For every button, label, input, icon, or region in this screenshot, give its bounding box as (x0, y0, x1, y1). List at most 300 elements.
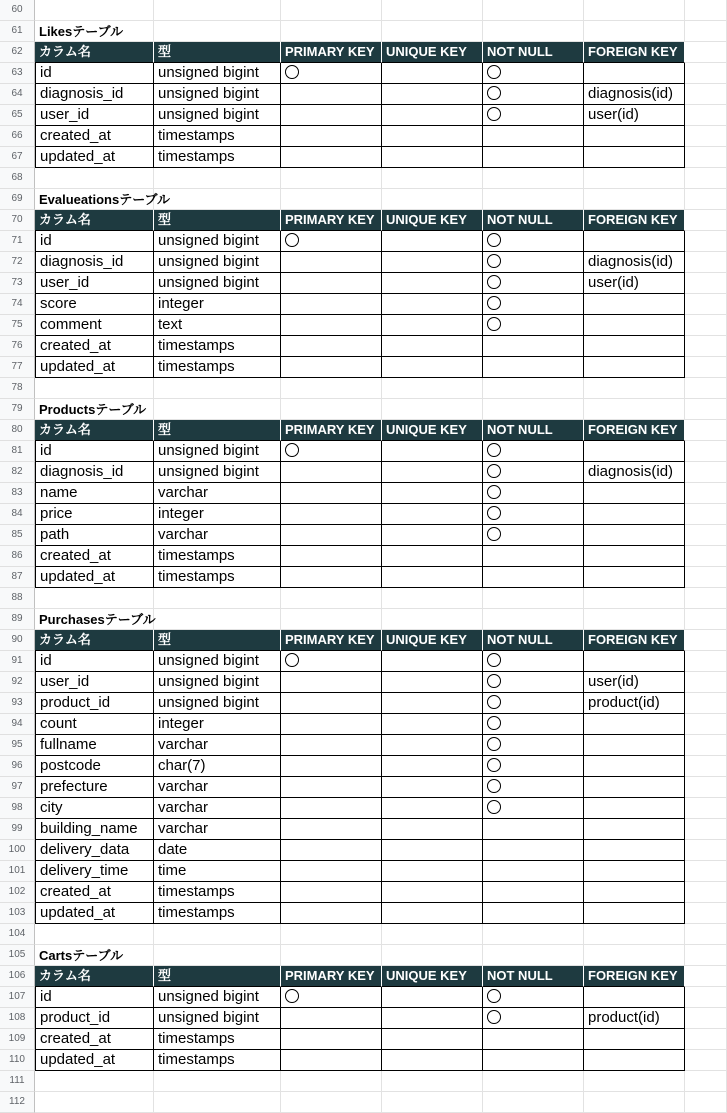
cell-foreign-key[interactable] (584, 609, 685, 630)
cell-unique-key[interactable] (382, 735, 483, 756)
cell-extra[interactable] (685, 1008, 727, 1029)
cell-column-type[interactable]: timestamps (154, 147, 281, 168)
cell-not-null[interactable] (483, 336, 584, 357)
cell-column-name[interactable]: prefecture (35, 777, 154, 798)
cell-primary-key[interactable] (281, 819, 382, 840)
cell-foreign-key[interactable] (584, 756, 685, 777)
cell-column-name[interactable]: diagnosis_id (35, 84, 154, 105)
cell-column-name[interactable]: id (35, 63, 154, 84)
cell-foreign-key[interactable] (584, 987, 685, 1008)
cell-extra[interactable] (685, 609, 727, 630)
cell-extra[interactable] (685, 588, 727, 609)
cell-column-name[interactable]: カラム名 (35, 630, 154, 651)
cell-unique-key[interactable] (382, 903, 483, 924)
cell-column-type[interactable] (154, 1071, 281, 1092)
cell-column-name[interactable]: building_name (35, 819, 154, 840)
cell-column-type[interactable]: unsigned bigint (154, 672, 281, 693)
cell-column-type[interactable]: integer (154, 294, 281, 315)
cell-column-name[interactable] (35, 1071, 154, 1092)
row-number[interactable]: 63 (0, 63, 35, 84)
row-number[interactable]: 76 (0, 336, 35, 357)
cell-foreign-key[interactable]: user(id) (584, 105, 685, 126)
cell-extra[interactable] (685, 420, 727, 441)
cell-not-null[interactable] (483, 21, 584, 42)
cell-extra[interactable] (685, 693, 727, 714)
cell-primary-key[interactable] (281, 315, 382, 336)
cell-unique-key[interactable] (382, 504, 483, 525)
cell-primary-key[interactable] (281, 693, 382, 714)
cell-column-type[interactable]: varchar (154, 819, 281, 840)
cell-unique-key[interactable] (382, 546, 483, 567)
cell-primary-key[interactable] (281, 84, 382, 105)
cell-extra[interactable] (685, 966, 727, 987)
row-number[interactable]: 93 (0, 693, 35, 714)
row-number[interactable]: 61 (0, 21, 35, 42)
cell-not-null[interactable] (483, 462, 584, 483)
cell-extra[interactable] (685, 546, 727, 567)
cell-column-name[interactable]: city (35, 798, 154, 819)
cell-extra[interactable] (685, 42, 727, 63)
row-number[interactable]: 107 (0, 987, 35, 1008)
row-number[interactable]: 80 (0, 420, 35, 441)
cell-column-type[interactable]: date (154, 840, 281, 861)
cell-column-type[interactable]: 型 (154, 420, 281, 441)
cell-foreign-key[interactable] (584, 651, 685, 672)
cell-extra[interactable] (685, 336, 727, 357)
cell-primary-key[interactable] (281, 126, 382, 147)
cell-not-null[interactable] (483, 987, 584, 1008)
cell-unique-key[interactable] (382, 273, 483, 294)
cell-extra[interactable] (685, 252, 727, 273)
row-number[interactable]: 96 (0, 756, 35, 777)
cell-foreign-key[interactable]: FOREIGN KEY (584, 42, 685, 63)
cell-extra[interactable] (685, 1029, 727, 1050)
cell-column-name[interactable]: updated_at (35, 357, 154, 378)
cell-foreign-key[interactable]: diagnosis(id) (584, 462, 685, 483)
cell-column-name[interactable]: created_at (35, 1029, 154, 1050)
cell-column-name[interactable]: updated_at (35, 903, 154, 924)
cell-not-null[interactable] (483, 609, 584, 630)
cell-foreign-key[interactable] (584, 294, 685, 315)
cell-column-name[interactable]: user_id (35, 105, 154, 126)
cell-primary-key[interactable]: PRIMARY KEY (281, 210, 382, 231)
row-number[interactable]: 110 (0, 1050, 35, 1071)
row-number[interactable]: 79 (0, 399, 35, 420)
cell-column-type[interactable]: varchar (154, 525, 281, 546)
cell-primary-key[interactable] (281, 21, 382, 42)
cell-extra[interactable] (685, 399, 727, 420)
row-number[interactable]: 90 (0, 630, 35, 651)
cell-not-null[interactable] (483, 735, 584, 756)
cell-primary-key[interactable] (281, 231, 382, 252)
cell-primary-key[interactable] (281, 735, 382, 756)
cell-column-name[interactable]: postcode (35, 756, 154, 777)
cell-primary-key[interactable] (281, 168, 382, 189)
cell-column-name[interactable] (35, 168, 154, 189)
cell-column-type[interactable] (154, 945, 281, 966)
row-number[interactable]: 99 (0, 819, 35, 840)
cell-not-null[interactable] (483, 798, 584, 819)
row-number[interactable]: 98 (0, 798, 35, 819)
cell-extra[interactable] (685, 819, 727, 840)
row-number[interactable]: 69 (0, 189, 35, 210)
cell-primary-key[interactable] (281, 924, 382, 945)
cell-primary-key[interactable] (281, 189, 382, 210)
row-number[interactable]: 73 (0, 273, 35, 294)
cell-primary-key[interactable] (281, 1092, 382, 1113)
cell-column-name[interactable]: Purchasesテーブル (35, 609, 154, 630)
cell-primary-key[interactable]: PRIMARY KEY (281, 42, 382, 63)
cell-unique-key[interactable] (382, 441, 483, 462)
row-number[interactable]: 77 (0, 357, 35, 378)
cell-foreign-key[interactable] (584, 336, 685, 357)
cell-unique-key[interactable] (382, 588, 483, 609)
cell-foreign-key[interactable] (584, 189, 685, 210)
cell-column-name[interactable]: product_id (35, 693, 154, 714)
cell-foreign-key[interactable]: product(id) (584, 1008, 685, 1029)
cell-not-null[interactable]: NOT NULL (483, 630, 584, 651)
cell-column-type[interactable]: unsigned bigint (154, 693, 281, 714)
row-number[interactable]: 82 (0, 462, 35, 483)
cell-column-type[interactable]: varchar (154, 777, 281, 798)
cell-not-null[interactable] (483, 189, 584, 210)
cell-unique-key[interactable] (382, 798, 483, 819)
cell-foreign-key[interactable]: FOREIGN KEY (584, 966, 685, 987)
cell-foreign-key[interactable] (584, 882, 685, 903)
cell-not-null[interactable] (483, 147, 584, 168)
cell-foreign-key[interactable] (584, 567, 685, 588)
cell-primary-key[interactable] (281, 672, 382, 693)
cell-column-name[interactable]: updated_at (35, 1050, 154, 1071)
cell-extra[interactable] (685, 1071, 727, 1092)
cell-unique-key[interactable] (382, 252, 483, 273)
cell-foreign-key[interactable] (584, 63, 685, 84)
cell-primary-key[interactable] (281, 882, 382, 903)
cell-not-null[interactable] (483, 252, 584, 273)
cell-unique-key[interactable] (382, 84, 483, 105)
cell-column-name[interactable] (35, 1092, 154, 1113)
cell-column-type[interactable] (154, 924, 281, 945)
cell-column-type[interactable] (154, 378, 281, 399)
cell-column-name[interactable]: id (35, 987, 154, 1008)
cell-foreign-key[interactable]: FOREIGN KEY (584, 630, 685, 651)
cell-primary-key[interactable] (281, 504, 382, 525)
cell-foreign-key[interactable] (584, 714, 685, 735)
cell-extra[interactable] (685, 1092, 727, 1113)
row-number[interactable]: 102 (0, 882, 35, 903)
cell-primary-key[interactable] (281, 147, 382, 168)
cell-not-null[interactable] (483, 63, 584, 84)
cell-column-type[interactable] (154, 168, 281, 189)
cell-extra[interactable] (685, 525, 727, 546)
cell-not-null[interactable] (483, 945, 584, 966)
cell-unique-key[interactable] (382, 714, 483, 735)
cell-not-null[interactable] (483, 1092, 584, 1113)
cell-unique-key[interactable]: UNIQUE KEY (382, 42, 483, 63)
cell-unique-key[interactable] (382, 147, 483, 168)
cell-column-name[interactable]: Cartsテーブル (35, 945, 154, 966)
cell-not-null[interactable] (483, 483, 584, 504)
cell-unique-key[interactable] (382, 777, 483, 798)
cell-unique-key[interactable] (382, 672, 483, 693)
cell-not-null[interactable] (483, 357, 584, 378)
cell-primary-key[interactable] (281, 525, 382, 546)
cell-column-type[interactable]: timestamps (154, 1029, 281, 1050)
cell-column-type[interactable]: 型 (154, 210, 281, 231)
cell-not-null[interactable] (483, 378, 584, 399)
cell-not-null[interactable] (483, 105, 584, 126)
cell-column-name[interactable]: カラム名 (35, 210, 154, 231)
cell-not-null[interactable] (483, 84, 584, 105)
cell-column-type[interactable]: unsigned bigint (154, 105, 281, 126)
cell-column-type[interactable]: integer (154, 504, 281, 525)
cell-foreign-key[interactable] (584, 546, 685, 567)
cell-column-name[interactable]: id (35, 651, 154, 672)
cell-primary-key[interactable]: PRIMARY KEY (281, 966, 382, 987)
cell-unique-key[interactable] (382, 0, 483, 21)
cell-foreign-key[interactable] (584, 168, 685, 189)
cell-column-name[interactable]: score (35, 294, 154, 315)
cell-extra[interactable] (685, 0, 727, 21)
cell-not-null[interactable] (483, 231, 584, 252)
cell-foreign-key[interactable]: product(id) (584, 693, 685, 714)
cell-unique-key[interactable] (382, 21, 483, 42)
cell-unique-key[interactable] (382, 651, 483, 672)
cell-unique-key[interactable] (382, 987, 483, 1008)
cell-column-type[interactable]: unsigned bigint (154, 441, 281, 462)
cell-unique-key[interactable] (382, 189, 483, 210)
cell-not-null[interactable] (483, 840, 584, 861)
cell-column-name[interactable] (35, 924, 154, 945)
cell-extra[interactable] (685, 882, 727, 903)
row-number[interactable]: 103 (0, 903, 35, 924)
cell-column-name[interactable]: updated_at (35, 567, 154, 588)
cell-column-name[interactable]: diagnosis_id (35, 252, 154, 273)
cell-foreign-key[interactable] (584, 231, 685, 252)
cell-column-type[interactable]: timestamps (154, 567, 281, 588)
cell-unique-key[interactable] (382, 924, 483, 945)
cell-primary-key[interactable] (281, 336, 382, 357)
cell-primary-key[interactable] (281, 1071, 382, 1092)
cell-extra[interactable] (685, 1050, 727, 1071)
cell-column-type[interactable]: unsigned bigint (154, 63, 281, 84)
cell-foreign-key[interactable] (584, 1050, 685, 1071)
cell-not-null[interactable] (483, 1050, 584, 1071)
cell-column-type[interactable]: timestamps (154, 546, 281, 567)
cell-primary-key[interactable] (281, 987, 382, 1008)
cell-not-null[interactable] (483, 168, 584, 189)
cell-extra[interactable] (685, 987, 727, 1008)
cell-foreign-key[interactable] (584, 924, 685, 945)
cell-unique-key[interactable] (382, 462, 483, 483)
cell-primary-key[interactable]: PRIMARY KEY (281, 420, 382, 441)
cell-column-name[interactable] (35, 378, 154, 399)
cell-primary-key[interactable] (281, 357, 382, 378)
cell-foreign-key[interactable] (584, 798, 685, 819)
cell-extra[interactable] (685, 840, 727, 861)
cell-column-type[interactable] (154, 399, 281, 420)
cell-column-type[interactable]: 型 (154, 42, 281, 63)
cell-column-type[interactable]: text (154, 315, 281, 336)
row-number[interactable]: 95 (0, 735, 35, 756)
cell-extra[interactable] (685, 777, 727, 798)
cell-primary-key[interactable] (281, 294, 382, 315)
cell-extra[interactable] (685, 945, 727, 966)
cell-unique-key[interactable] (382, 840, 483, 861)
cell-column-name[interactable]: price (35, 504, 154, 525)
cell-column-name[interactable]: カラム名 (35, 420, 154, 441)
row-number[interactable]: 112 (0, 1092, 35, 1113)
cell-column-type[interactable] (154, 609, 281, 630)
cell-primary-key[interactable] (281, 945, 382, 966)
cell-unique-key[interactable] (382, 126, 483, 147)
row-number[interactable]: 78 (0, 378, 35, 399)
row-number[interactable]: 89 (0, 609, 35, 630)
cell-column-type[interactable]: timestamps (154, 357, 281, 378)
cell-primary-key[interactable] (281, 651, 382, 672)
cell-extra[interactable] (685, 798, 727, 819)
cell-primary-key[interactable] (281, 567, 382, 588)
cell-primary-key[interactable] (281, 441, 382, 462)
cell-unique-key[interactable] (382, 294, 483, 315)
cell-unique-key[interactable] (382, 525, 483, 546)
cell-column-type[interactable]: unsigned bigint (154, 987, 281, 1008)
cell-column-type[interactable]: timestamps (154, 882, 281, 903)
cell-not-null[interactable] (483, 1029, 584, 1050)
row-number[interactable]: 97 (0, 777, 35, 798)
row-number[interactable]: 104 (0, 924, 35, 945)
cell-extra[interactable] (685, 441, 727, 462)
cell-extra[interactable] (685, 21, 727, 42)
cell-extra[interactable] (685, 462, 727, 483)
row-number[interactable]: 84 (0, 504, 35, 525)
cell-not-null[interactable] (483, 1071, 584, 1092)
cell-column-name[interactable]: name (35, 483, 154, 504)
cell-column-type[interactable]: 型 (154, 966, 281, 987)
cell-foreign-key[interactable] (584, 21, 685, 42)
row-number[interactable]: 105 (0, 945, 35, 966)
cell-column-type[interactable] (154, 1092, 281, 1113)
cell-column-name[interactable]: path (35, 525, 154, 546)
row-number[interactable]: 88 (0, 588, 35, 609)
cell-foreign-key[interactable] (584, 399, 685, 420)
cell-not-null[interactable] (483, 861, 584, 882)
cell-primary-key[interactable] (281, 1008, 382, 1029)
cell-not-null[interactable] (483, 0, 584, 21)
cell-column-type[interactable]: 型 (154, 630, 281, 651)
cell-column-name[interactable] (35, 0, 154, 21)
cell-not-null[interactable] (483, 294, 584, 315)
row-number[interactable]: 85 (0, 525, 35, 546)
cell-not-null[interactable] (483, 546, 584, 567)
cell-foreign-key[interactable] (584, 588, 685, 609)
cell-foreign-key[interactable] (584, 504, 685, 525)
cell-not-null[interactable] (483, 882, 584, 903)
row-number[interactable]: 74 (0, 294, 35, 315)
cell-unique-key[interactable] (382, 63, 483, 84)
cell-foreign-key[interactable]: FOREIGN KEY (584, 420, 685, 441)
row-number[interactable]: 94 (0, 714, 35, 735)
row-number[interactable]: 67 (0, 147, 35, 168)
cell-extra[interactable] (685, 168, 727, 189)
cell-foreign-key[interactable] (584, 1029, 685, 1050)
cell-extra[interactable] (685, 294, 727, 315)
cell-column-name[interactable]: カラム名 (35, 966, 154, 987)
cell-unique-key[interactable] (382, 1050, 483, 1071)
cell-not-null[interactable] (483, 1008, 584, 1029)
cell-primary-key[interactable] (281, 840, 382, 861)
cell-column-type[interactable]: unsigned bigint (154, 651, 281, 672)
cell-extra[interactable] (685, 63, 727, 84)
cell-not-null[interactable] (483, 777, 584, 798)
cell-unique-key[interactable] (382, 1029, 483, 1050)
cell-unique-key[interactable] (382, 315, 483, 336)
cell-column-name[interactable]: created_at (35, 336, 154, 357)
row-number[interactable]: 71 (0, 231, 35, 252)
cell-column-name[interactable]: Productsテーブル (35, 399, 154, 420)
cell-primary-key[interactable] (281, 588, 382, 609)
row-number[interactable]: 92 (0, 672, 35, 693)
cell-column-type[interactable]: varchar (154, 483, 281, 504)
cell-primary-key[interactable] (281, 1029, 382, 1050)
cell-unique-key[interactable]: UNIQUE KEY (382, 210, 483, 231)
row-number[interactable]: 100 (0, 840, 35, 861)
cell-foreign-key[interactable] (584, 735, 685, 756)
cell-column-name[interactable]: diagnosis_id (35, 462, 154, 483)
cell-not-null[interactable]: NOT NULL (483, 210, 584, 231)
cell-foreign-key[interactable] (584, 819, 685, 840)
cell-column-type[interactable] (154, 0, 281, 21)
cell-extra[interactable] (685, 315, 727, 336)
cell-not-null[interactable]: NOT NULL (483, 966, 584, 987)
cell-column-type[interactable]: integer (154, 714, 281, 735)
cell-foreign-key[interactable] (584, 945, 685, 966)
cell-primary-key[interactable] (281, 609, 382, 630)
cell-column-type[interactable]: timestamps (154, 126, 281, 147)
cell-column-type[interactable]: unsigned bigint (154, 84, 281, 105)
cell-extra[interactable] (685, 273, 727, 294)
cell-extra[interactable] (685, 861, 727, 882)
cell-column-name[interactable]: created_at (35, 882, 154, 903)
cell-extra[interactable] (685, 651, 727, 672)
cell-not-null[interactable] (483, 126, 584, 147)
cell-primary-key[interactable] (281, 399, 382, 420)
cell-extra[interactable] (685, 756, 727, 777)
cell-not-null[interactable] (483, 504, 584, 525)
cell-column-type[interactable]: unsigned bigint (154, 462, 281, 483)
cell-foreign-key[interactable]: user(id) (584, 672, 685, 693)
cell-not-null[interactable] (483, 273, 584, 294)
cell-foreign-key[interactable]: diagnosis(id) (584, 252, 685, 273)
cell-not-null[interactable] (483, 819, 584, 840)
cell-foreign-key[interactable] (584, 147, 685, 168)
cell-primary-key[interactable] (281, 63, 382, 84)
cell-foreign-key[interactable] (584, 1071, 685, 1092)
cell-primary-key[interactable] (281, 1050, 382, 1071)
cell-not-null[interactable] (483, 588, 584, 609)
cell-primary-key[interactable] (281, 462, 382, 483)
cell-not-null[interactable]: NOT NULL (483, 42, 584, 63)
cell-extra[interactable] (685, 504, 727, 525)
row-number[interactable]: 86 (0, 546, 35, 567)
row-number[interactable]: 75 (0, 315, 35, 336)
cell-not-null[interactable] (483, 693, 584, 714)
cell-extra[interactable] (685, 357, 727, 378)
row-number[interactable]: 101 (0, 861, 35, 882)
cell-unique-key[interactable] (382, 231, 483, 252)
cell-foreign-key[interactable]: diagnosis(id) (584, 84, 685, 105)
cell-primary-key[interactable] (281, 0, 382, 21)
